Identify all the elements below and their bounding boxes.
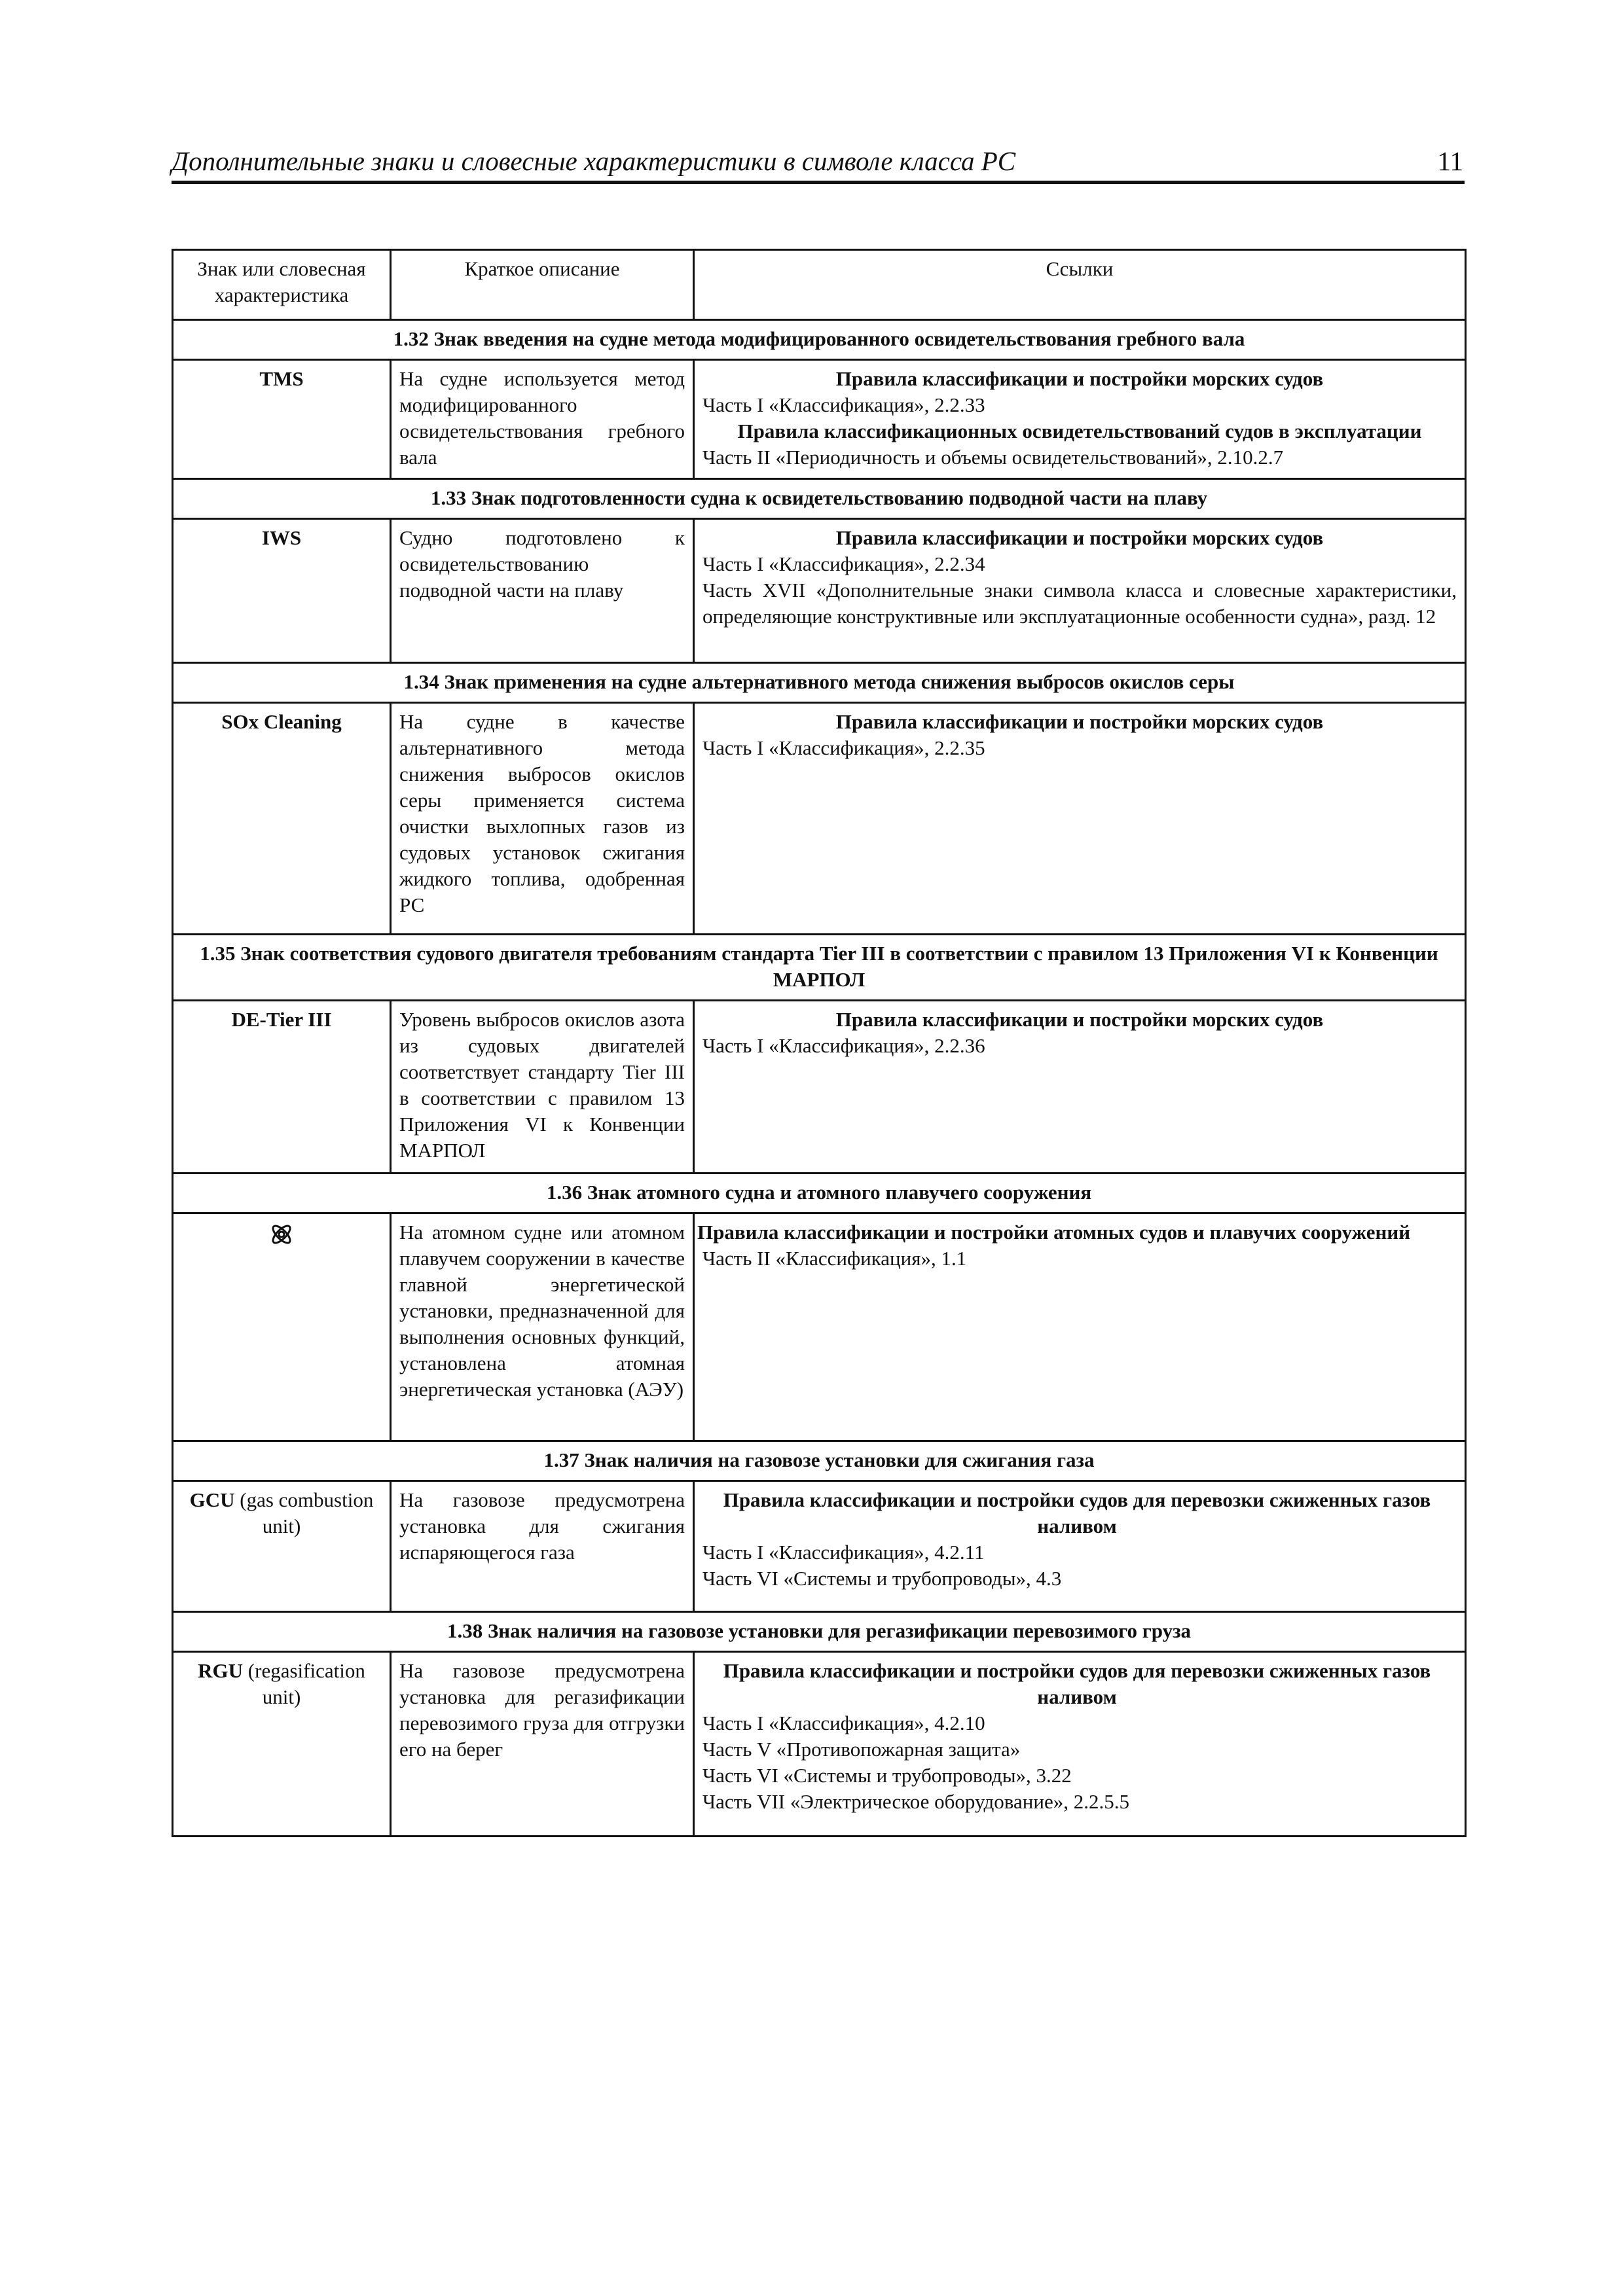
rules-part: Часть VI «Системы и трубопроводы», 3.22 (702, 1764, 1072, 1787)
running-header (172, 144, 1465, 184)
rules-title: Правила классификации и постройки морских судов (835, 710, 1324, 733)
column-header-row (173, 250, 1466, 320)
description-cell: Судно подготовлено к освидетельствованию подводной части на плаву (391, 519, 694, 663)
rules-part: Часть XVII «Дополнительные знаки символа класса и словесные характеристики, определяющие конструктивные или эксплуатационные особенности судна», разд. 12 (702, 579, 1457, 628)
section-title-row (173, 479, 1466, 519)
section-title: 1.38 Знак наличия на газовозе установки для регазификации перевозимого груза (173, 1612, 1466, 1652)
sign-code: GCU (189, 1488, 235, 1511)
rules-part: Часть VI «Системы и трубопроводы», 4.3 (702, 1567, 1062, 1590)
rules-part: Часть VII «Электрическое оборудование», 2.2.5.5 (702, 1790, 1129, 1813)
section-title: 1.37 Знак наличия на газовозе установки для сжигания газа (173, 1441, 1466, 1481)
running-title: Дополнительные знаки и словесные характеристики в символе класса РС (172, 146, 1016, 176)
table-row (173, 1001, 1466, 1174)
rules-part: Часть I «Классификация», 4.2.10 (702, 1712, 985, 1734)
description-cell: На судне в качестве альтернативного метода снижения выбросов окислов серы применяется система очистки выхлопных газов из судовых установок сжигания жидкого топлива, одобренная РС (391, 703, 694, 935)
section-title-row (173, 1441, 1466, 1481)
section-title-row (173, 1174, 1466, 1213)
description-cell: На судне используется метод модифицированного освидетельствования гребного вала (391, 360, 694, 479)
references-cell (694, 703, 1466, 935)
table-row (173, 1481, 1466, 1612)
section-title: 1.34 Знак применения на судне альтернативного метода снижения выбросов окислов серы (173, 663, 1466, 703)
section-title-row (173, 935, 1466, 1001)
rules-title: Правила классификации и постройки судов для перевозки сжиженных газов наливом (723, 1659, 1431, 1708)
section-title: 1.35 Знак соответствия судового двигателя требованиям стандарта Tier III в соответствии с правилом 13 Приложения VI к Конвенции МАРПОЛ (173, 935, 1466, 1001)
signs-table (172, 249, 1467, 1837)
rules-title: Правила классификации и постройки морских судов (835, 1008, 1324, 1031)
sign-code: RGU (198, 1659, 244, 1682)
table-row (173, 519, 1466, 663)
table-row (173, 703, 1466, 935)
rules-part: Часть I «Классификация», 2.2.34 (702, 552, 985, 575)
table-row (173, 1652, 1466, 1837)
column-header-references: Ссылки (694, 250, 1466, 320)
section-title: 1.33 Знак подготовленности судна к освидетельствованию подводной части на плаву (173, 479, 1466, 519)
references-cell (694, 1213, 1466, 1441)
page-number: 11 (1437, 146, 1463, 176)
table-row (173, 1213, 1466, 1441)
sign-cell: TMS (173, 360, 391, 479)
rules-part: Часть II «Классификация», 1.1 (702, 1247, 967, 1270)
references-cell (694, 1001, 1466, 1174)
sign-note: (gas combustion unit) (240, 1488, 374, 1537)
rules-title: Правила классификационных освидетельствований судов в эксплуатации (737, 420, 1422, 442)
references-cell (694, 360, 1466, 479)
rules-part: Часть I «Классификация», 2.2.36 (702, 1034, 985, 1057)
sign-cell: IWS (173, 519, 391, 663)
sign-note: (regasification unit) (247, 1659, 365, 1708)
rules-title: Правила классификации и постройки морских судов (835, 367, 1324, 390)
references-cell (694, 1481, 1466, 1612)
section-title-row (173, 320, 1466, 360)
section-title-row (173, 1612, 1466, 1652)
sign-cell: SOx Cleaning (173, 703, 391, 935)
references-cell (694, 519, 1466, 663)
sign-cell (173, 1481, 391, 1612)
sign-cell (173, 1652, 391, 1837)
section-title: 1.36 Знак атомного судна и атомного плавучего сооружения (173, 1174, 1466, 1213)
table-row (173, 360, 1466, 479)
rules-part: Часть II «Периодичность и объемы освидетельствований», 2.10.2.7 (702, 446, 1284, 469)
description-cell: На газовозе предусмотрена установка для сжигания испаряющегося газа (391, 1481, 694, 1612)
rules-part: Часть I «Классификация», 2.2.33 (702, 393, 985, 416)
section-title: 1.32 Знак введения на судне метода модифицированного освидетельствования гребного вала (173, 320, 1466, 360)
sign-cell: DE-Tier III (173, 1001, 391, 1174)
description-cell: На газовозе предусмотрена установка для регазификации перевозимого груза для отгрузки его на берег (391, 1652, 694, 1837)
atom-icon (268, 1221, 295, 1247)
references-cell (694, 1652, 1466, 1837)
sign-cell (173, 1213, 391, 1441)
column-header-description: Краткое описание (391, 250, 694, 320)
rules-part: Часть I «Классификация», 2.2.35 (702, 736, 985, 759)
column-header-sign: Знак или словесная характеристика (173, 250, 391, 320)
rules-part: Часть I «Классификация», 4.2.11 (702, 1541, 985, 1564)
rules-title: Правила классификации и постройки морских судов (835, 526, 1324, 549)
section-title-row (173, 663, 1466, 703)
rules-title: Правила классификации и постройки судов для перевозки сжиженных газов наливом (723, 1488, 1431, 1537)
description-cell: Уровень выбросов окислов азота из судовых двигателей соответствует стандарту Tier III в соответствии с правилом 13 Приложения VI к Конвенции МАРПОЛ (391, 1001, 694, 1174)
rules-part: Часть V «Противопожарная защита» (702, 1738, 1021, 1761)
description-cell: На атомном судне или атомном плавучем сооружении в качестве главной энергетической установки, предназначенной для выполнения основных функций, установлена атомная энергетическая установка (АЭУ) (391, 1213, 694, 1441)
rules-title: Правила классификации и постройки атомных судов и плавучих сооружений (697, 1221, 1411, 1244)
